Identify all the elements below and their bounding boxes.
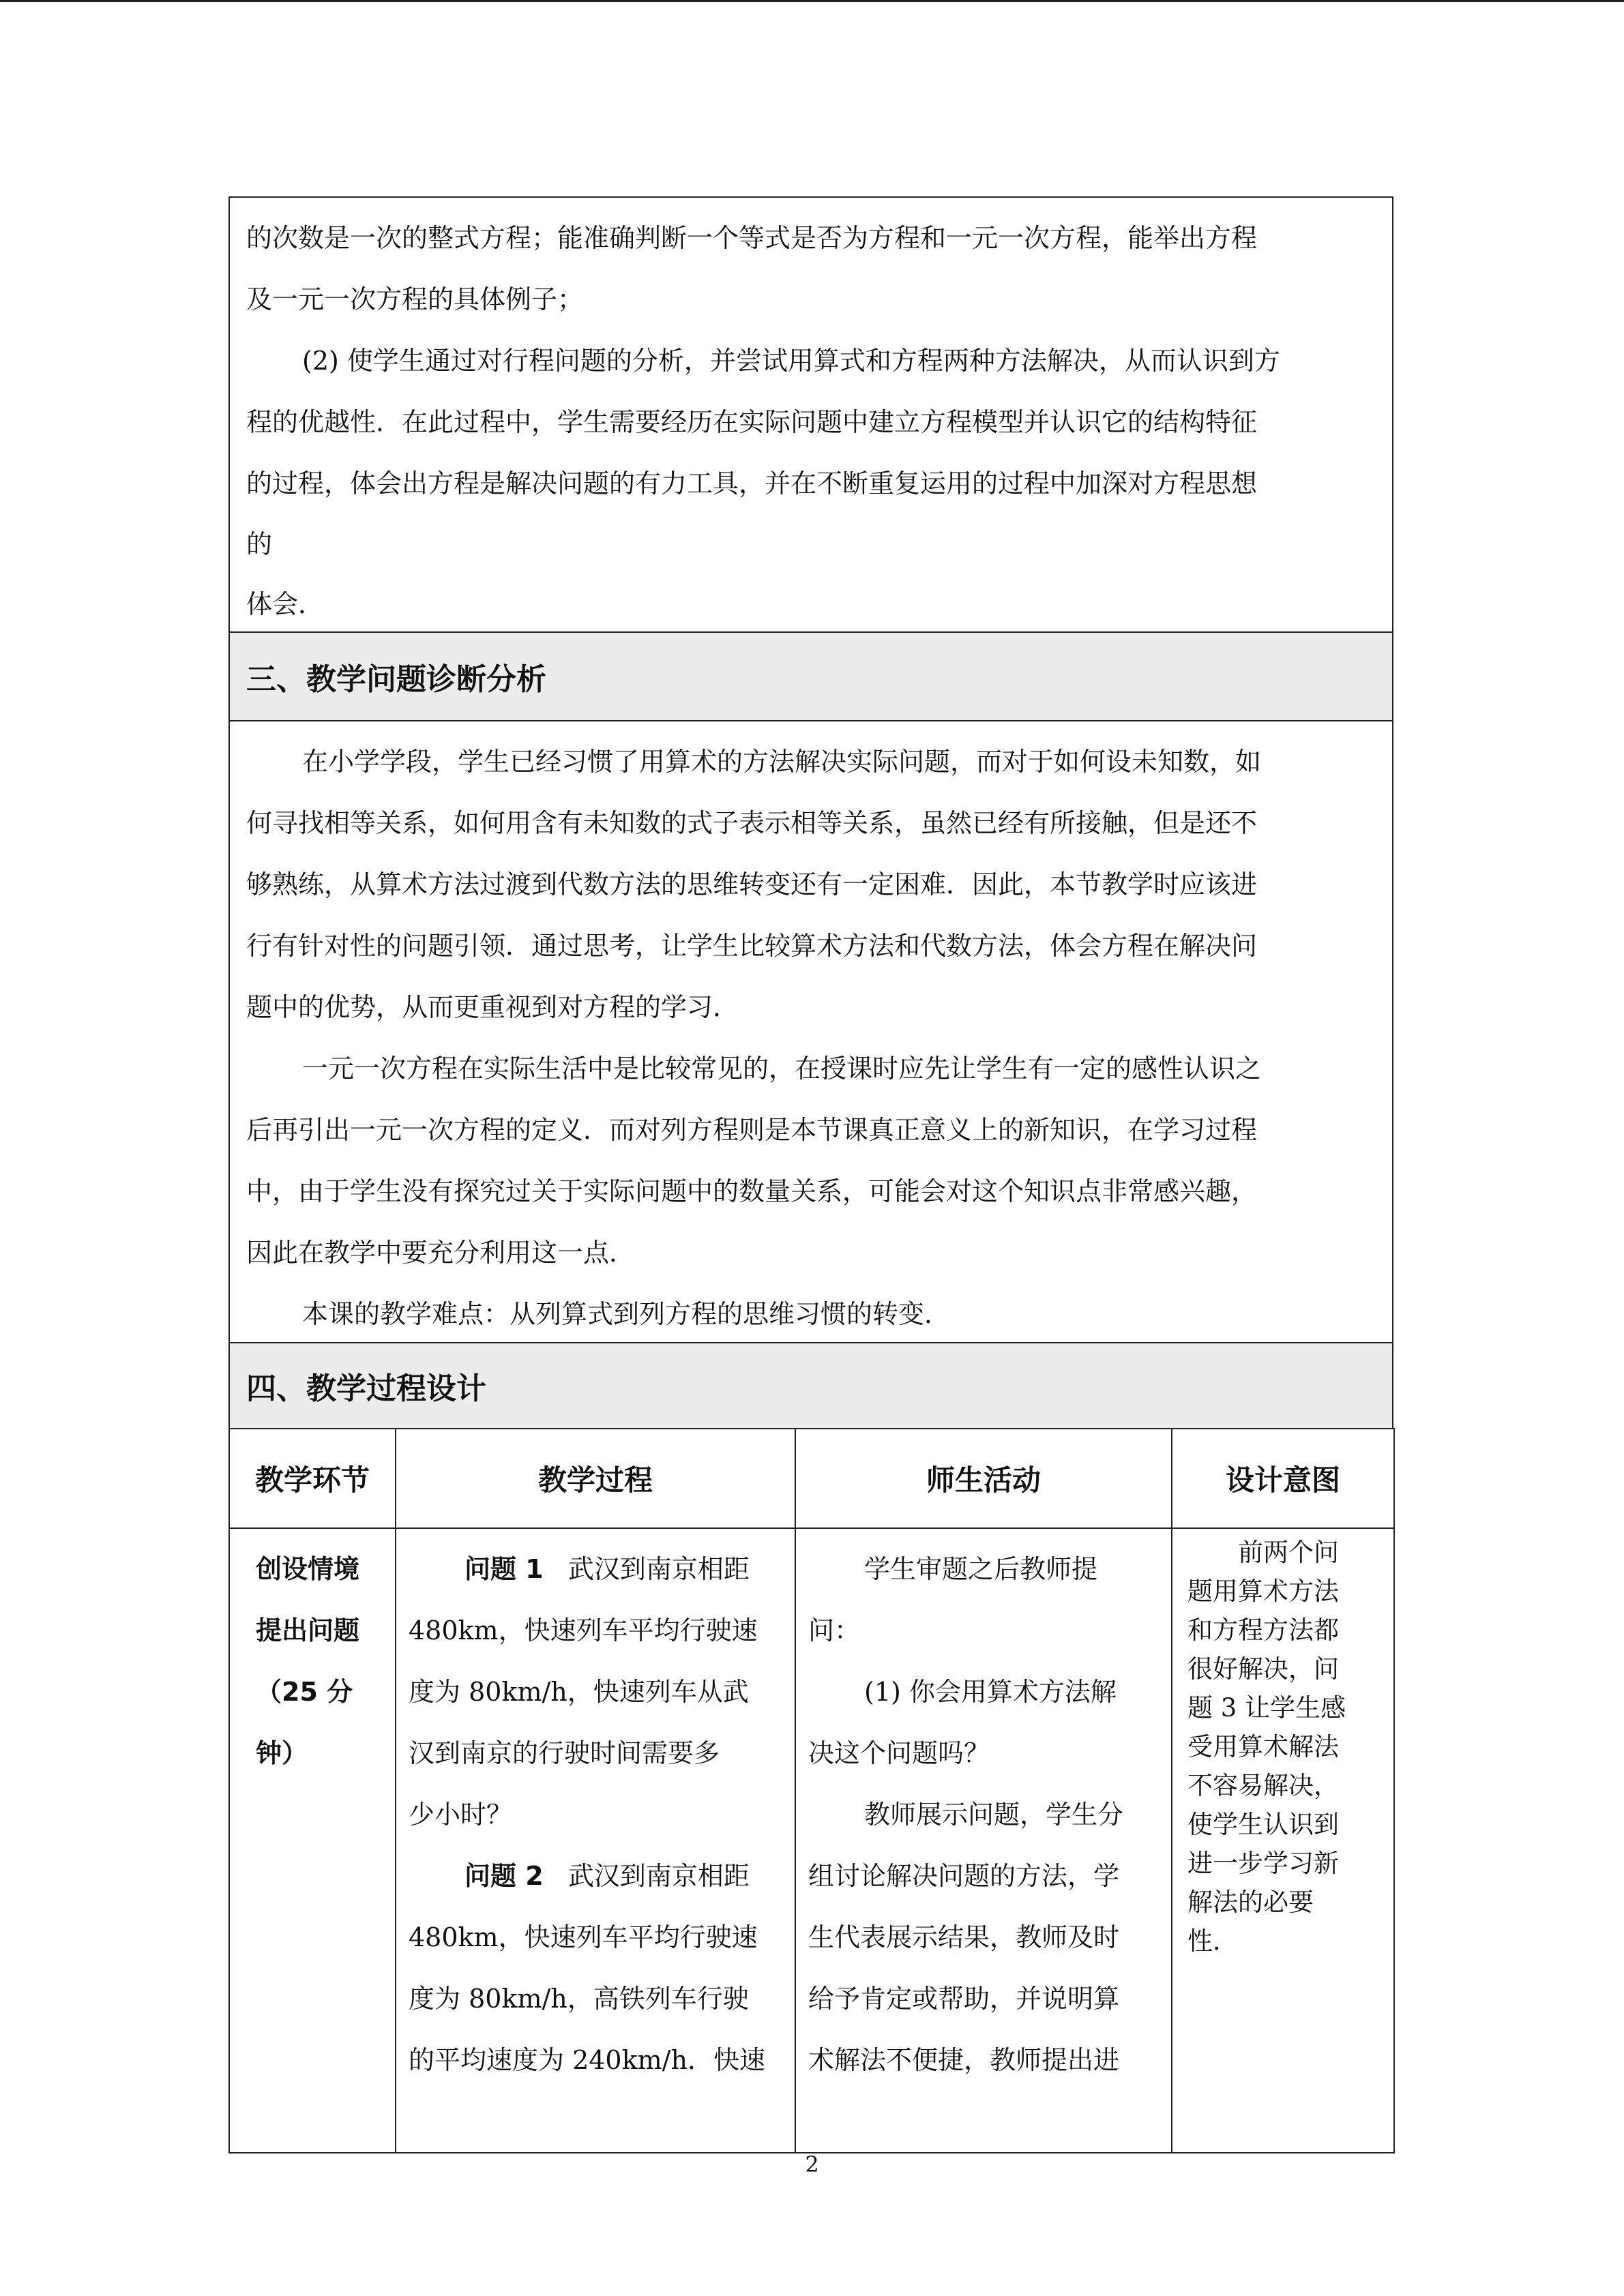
- problem-text: 武汉到南京相距: [567, 1554, 750, 1584]
- analysis-line: 何寻找相等关系，如何用含有未知数的式子表示相等关系，虽然已经有所接触，但是还不: [246, 808, 1258, 838]
- page-number: 2: [805, 2151, 819, 2177]
- problem-text: 480km，快速列车平均行驶速: [409, 1922, 758, 1952]
- analysis-line: 本课的教学难点：从列算式到列方程的思维习惯的转变．: [302, 1299, 951, 1329]
- intent-cell: [1172, 1528, 1394, 2153]
- stage-line: （25 分: [256, 1677, 353, 1707]
- table-header-row: [229, 1429, 1394, 1528]
- problem-text: 480km，快速列车平均行驶速: [409, 1615, 758, 1645]
- header-process: 教学过程: [396, 1429, 795, 1528]
- stage-line: 钟）: [256, 1738, 308, 1768]
- goals-line: 程的优越性．在此过程中，学生需要经历在实际问题中建立方程模型并认识它的结构特征: [246, 407, 1258, 437]
- intent-line: 很好解决，问: [1187, 1654, 1339, 1684]
- activity-line: 给予肯定或帮助，并说明算: [808, 1984, 1120, 2014]
- problem-2-first-line: [409, 1845, 782, 1907]
- header-intent: 设计意图: [1172, 1429, 1394, 1528]
- header-activity: 师生活动: [795, 1429, 1172, 1528]
- section-3-body: [228, 720, 1393, 1343]
- goals-line: 的过程，体会出方程是解决问题的有力工具，并在不断重复运用的过程中加深对方程思想: [246, 468, 1258, 498]
- intent-line: 解法的必要: [1187, 1888, 1314, 1917]
- intent-line: 题用算术方法: [1187, 1577, 1339, 1606]
- problem-text: 汉到南京的行驶时间需要多: [409, 1738, 720, 1768]
- process-cell: [396, 1528, 795, 2153]
- problem-1-first-line: [409, 1538, 782, 1600]
- activity-line: 学生审题之后教师提: [864, 1554, 1098, 1584]
- intent-line: 前两个问: [1238, 1538, 1339, 1567]
- problem-text: 度为 80km/h，快速列车从武: [409, 1677, 749, 1707]
- goals-line: 的: [246, 529, 273, 559]
- analysis-line: 在小学学段，学生已经习惯了用算术的方法解决实际问题，而对于如何设未知数，如: [302, 747, 1262, 777]
- problem-1-label: 问题 1: [464, 1554, 544, 1584]
- intent-line: 受用算术解法: [1187, 1732, 1339, 1761]
- analysis-line: 行有针对性的问题引领．通过思考，让学生比较算术方法和代数方法，体会方程在解决问: [246, 931, 1258, 961]
- header-stage: 教学环节: [229, 1429, 396, 1528]
- goals-line: 的次数是一次的整式方程；能准确判断一个等式是否为方程和一元一次方程，能举出方程: [246, 223, 1258, 253]
- activity-line: 组讨论解决问题的方法，学: [808, 1861, 1120, 1891]
- problem-2-label: 问题 2: [464, 1861, 544, 1891]
- goals-line: (2) 使学生通过对行程问题的分析，并尝试用算式和方程两种方法解决，从而认识到方: [302, 346, 1280, 376]
- analysis-line: 因此在教学中要充分利用这一点．: [246, 1238, 636, 1268]
- stage-line: 创设情境: [256, 1554, 360, 1584]
- intent-line: 不容易解决，: [1187, 1771, 1339, 1800]
- problem-text: 度为 80km/h，高铁列车行驶: [409, 1984, 749, 2014]
- intent-line: 进一步学习新: [1187, 1849, 1339, 1878]
- section-4-heading: 四、教学过程设计: [228, 1342, 1393, 1429]
- analysis-line: 中，由于学生没有探究过关于实际问题中的数量关系，可能会对这个知识点非常感兴趣，: [246, 1176, 1258, 1206]
- goals-line: 及一元一次方程的具体例子；: [246, 284, 584, 314]
- problem-text: 武汉到南京相距: [567, 1861, 750, 1891]
- goals-line: 体会．: [246, 589, 325, 619]
- activity-line: 术解法不便捷，教师提出进: [808, 2045, 1120, 2075]
- analysis-line: 题中的优势，从而更重视到对方程的学习．: [246, 992, 739, 1022]
- activity-cell: [795, 1528, 1172, 2153]
- stage-cell: [229, 1528, 396, 2153]
- section-3-heading: 三、教学问题诊断分析: [228, 631, 1393, 721]
- analysis-line: 够熟练，从算术方法过渡到代数方法的思维转变还有一定困难．因此，本节教学时应该进: [246, 869, 1258, 899]
- analysis-line: 一元一次方程在实际生活中是比较常见的，在授课时应先让学生有一定的感性认识之: [302, 1054, 1262, 1084]
- activity-line: 教师展示问题，学生分: [864, 1800, 1124, 1830]
- teaching-goals-continued: [228, 196, 1393, 633]
- activity-line: 决这个问题吗？: [808, 1738, 990, 1768]
- intent-line: 题 3 让学生感: [1187, 1693, 1346, 1723]
- activity-line: 问：: [808, 1615, 861, 1645]
- intent-line: 和方程方法都: [1187, 1615, 1339, 1645]
- stage-line: 提出问题: [256, 1615, 360, 1645]
- page-top-border: [0, 0, 1624, 2]
- problem-text: 的平均速度为 240km/h．快速: [409, 2045, 765, 2075]
- problem-text: 少小时？: [409, 1800, 513, 1830]
- activity-line: (1) 你会用算术方法解: [864, 1677, 1117, 1707]
- intent-line: 性．: [1187, 1926, 1238, 1956]
- intent-line: 使学生认识到: [1187, 1810, 1339, 1839]
- table-row: [229, 1528, 1394, 2153]
- activity-line: 生代表展示结果，教师及时: [808, 1922, 1120, 1952]
- analysis-line: 后再引出一元一次方程的定义．而对列方程则是本节课真正意义上的新知识，在学习过程: [246, 1115, 1258, 1145]
- teaching-process-table: [228, 1428, 1395, 2153]
